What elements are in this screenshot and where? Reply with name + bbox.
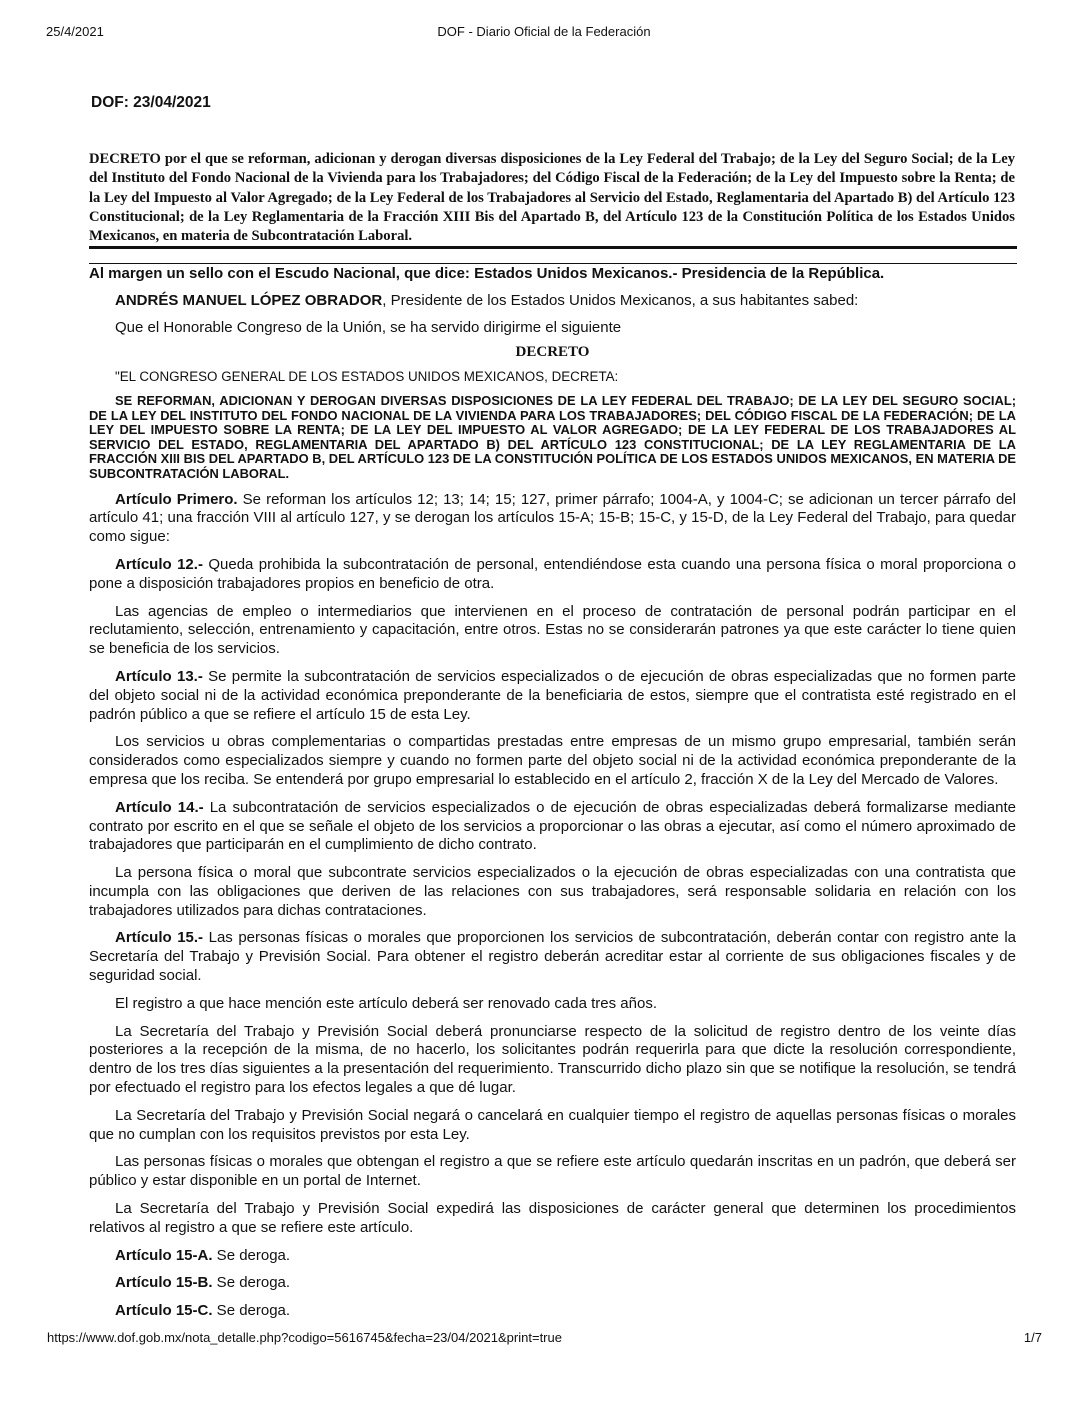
- paragraph: [89, 668, 1016, 724]
- paragraph-text: La Secretaría del Trabajo y Previsión Social expedirá las disposiciones de carácter general que determinen los procedimientos relativos al registro a que se refiere este artículo.: [89, 1200, 1016, 1236]
- paragraph-text: El registro a que hace mención este artículo deberá ser renovado cada tres años.: [115, 994, 657, 1012]
- paragraph: [89, 491, 1016, 547]
- paragraph-text: Se deroga.: [212, 1246, 291, 1264]
- paragraph-text: Las personas físicas o morales que obtengan el registro a que se refiere este artículo quedarán inscritas en un padrón, que deberá ser público y estar disponible en un portal de Internet.: [89, 1153, 1016, 1190]
- paragraph: [89, 556, 1016, 594]
- article-label: Artículo 12.-: [115, 555, 203, 573]
- document-body: [89, 265, 1016, 1321]
- paragraph-text: Las personas físicas o morales que proporcionen los servicios de subcontratación, deberán contar con registro ante la Secretaría del Trabajo y Previsión Social. Para obtener el registro deberán acreditar estar al corriente de sus obligaciones fiscales y de seguridad social.: [89, 929, 1017, 985]
- section-divider: [89, 263, 1017, 264]
- paragraph-text: Se deroga.: [212, 1302, 291, 1320]
- paragraph: [89, 864, 1016, 920]
- paragraph-text: Se permite la subcontratación de servicios especializados o de ejecución de obras especializadas que no formen parte del objeto social ni de la actividad económica preponderante de la beneficiaria de estos, siempre que el contratista esté registrado en el padrón público a que se refiere el artículo 15 de esta Ley.: [89, 667, 1016, 723]
- print-footer: [47, 1330, 1042, 1348]
- paragraph-text: Se deroga.: [212, 1274, 291, 1292]
- president-text: , Presidente de los Estados Unidos Mexicanos, a sus habitantes sabed:: [382, 291, 859, 309]
- decree-title: DECRETO por el que se reforman, adicionan y derogan diversas disposiciones de la Ley Federal del Trabajo; de la Ley del Seguro Social; de la Ley del Instituto del Fondo Nacional de la Vivienda para los Trabajadores; del Código Fiscal de la Federación; de la Ley del Impuesto sobre la Renta; de la Ley del Impuesto al Valor Agregado; de la Ley Federal de los Trabajadores al Servicio del Estado, Reglamentaria del Apartado B) del Artículo 123 Constitucional; de la Ley Reglamentaria de la Fracción XIII Bis del Apartado B, del Artículo 123 de la Constitución Política de los Estados Unidos Mexicanos, en materia de Subcontratación Laboral.: [89, 151, 1015, 245]
- paragraph: [89, 995, 1016, 1014]
- title-divider: [89, 246, 1017, 249]
- paragraph: [89, 1200, 1016, 1238]
- paragraph: [89, 733, 1016, 789]
- president-name: ANDRÉS MANUEL LÓPEZ OBRADOR: [115, 291, 383, 309]
- print-date: 25/4/2021: [46, 24, 104, 39]
- president-line: [89, 292, 1016, 311]
- article-label: Artículo 15-A.: [115, 1246, 213, 1264]
- paragraph: [89, 1247, 1016, 1266]
- paragraph: [89, 799, 1016, 855]
- paragraph-text: La Secretaría del Trabajo y Previsión Social deberá pronunciarse respecto de la solicitud de registro dentro de los veinte días posteriores a la recepción de la misma, de no hacerlo, los solicitantes podrán requerirla para que dicte la resolución correspondiente, dentro de los tres días siguientes a la presentación del requerimiento. Transcurrido dicho plazo sin que se notifique la resolución, se tendrá por efectuado el registro para los efectos legales a que dé lugar.: [89, 1022, 1016, 1097]
- paragraph: [89, 603, 1016, 659]
- article-label: Artículo 13.-: [115, 667, 203, 685]
- paragraph: [89, 1107, 1016, 1145]
- article-label: Artículo 15.-: [115, 929, 204, 947]
- sello-line: Al margen un sello con el Escudo Nacional, que dice: Estados Unidos Mexicanos.- Presidencia de la República.: [89, 265, 885, 282]
- paragraph-text: Queda prohibida la subcontratación de personal, entendiéndose esta cuando una persona física o moral proporciona o pone a disposición trabajadores propios en beneficio de otra.: [89, 555, 1016, 592]
- paragraph: [89, 1274, 1016, 1293]
- article-label: Artículo 15-C.: [115, 1302, 213, 1320]
- print-header: [46, 24, 1042, 44]
- dof-date: DOF: 23/04/2021: [91, 94, 211, 111]
- article-label: Artículo 15-B.: [115, 1274, 213, 1292]
- paragraph: [89, 1023, 1016, 1098]
- decreto-heading: DECRETO: [515, 344, 590, 361]
- paragraph: [89, 929, 1016, 985]
- paragraph-text: La persona física o moral que subcontrate servicios especializados o la ejecución de obras especializadas con una contratista que incumpla con las obligaciones que deriven de las relaciones con sus trabajadores, será responsable solidaria en relación con los trabajadores utilizados para dichas contrataciones.: [89, 864, 1016, 919]
- article-label: Artículo Primero.: [115, 490, 238, 508]
- reform-caps-block: SE REFORMAN, ADICIONAN Y DEROGAN DIVERSAS DISPOSICIONES DE LA LEY FEDERAL DEL TRABAJO; DE LA LEY DEL SEGURO SOCIAL; DE LA LEY DEL INSTITUTO DEL FONDO NACIONAL DE LA VIVIENDA PARA LOS TRABAJADORES; DEL CÓDIGO FISCAL DE LA FEDERACIÓN; DE LA LEY DEL IMPUESTO SOBRE LA RENTA; DE LA LEY DEL IMPUESTO AL VALOR AGREGADO; DE LA LEY FEDERAL DE LOS TRABAJADORES AL SERVICIO DEL ESTADO, REGLAMENTARIA DEL APARTADO B) DEL ARTÍCULO 123 CONSTITUCIONAL; DE LA LEY REGLAMENTARIA DE LA FRACCIÓN XIII BIS DEL APARTADO B, DEL ARTÍCULO 123 DE LA CONSTITUCIÓN POLÍTICA DE LOS ESTADOS UNIDOS MEXICANOS, EN MATERIA DE SUBCONTRATACIÓN LABORAL.: [89, 392, 1016, 481]
- paragraph-text: Se reforman los artículos 12; 13; 14; 15; 127, primer párrafo; 1004-A, y 1004-C; se adicionan un tercer párrafo del artículo 41; una fracción VIII al artículo 127, y se derogan los artículos 15-A; 15-B; 15-C, y 15-D, de la Ley Federal del Trabajo, para quedar como sigue:: [89, 490, 1016, 546]
- paragraph-text: La Secretaría del Trabajo y Previsión Social negará o cancelará en cualquier tiempo el registro de aquellas personas físicas o morales que no cumplan con los requisitos previstos por esta Ley.: [89, 1106, 1016, 1143]
- congreso-intro: Que el Honorable Congreso de la Unión, se ha servido dirigirme el siguiente: [115, 318, 622, 336]
- article-label: Artículo 14.-: [115, 798, 204, 816]
- paragraph: [89, 1302, 1016, 1321]
- page-number: 1/7: [1023, 1330, 1042, 1345]
- congreso-decreta: "EL CONGRESO GENERAL DE LOS ESTADOS UNIDOS MEXICANOS, DECRETA:: [115, 369, 619, 385]
- paragraph-text: Las agencias de empleo o intermediarios que intervienen en el proceso de contratación de personal podrán participar en el reclutamiento, selección, entrenamiento y capacitación, entre otros. Estas no se considerarán patrones ya que este carácter lo tiene quien se beneficia de los servicios.: [89, 602, 1016, 658]
- paragraph-text: La subcontratación de servicios especializados o de ejecución de obras especializadas deberá formalizarse mediante contrato por escrito en el que se señale el objeto de los servicios a proporcionar o las obras a ejecutar, así como el número aproximado de trabajadores que participarán en el cumplimiento de dicho contrato.: [89, 798, 1016, 854]
- print-url: https://www.dof.gob.mx/nota_detalle.php?codigo=5616745&fecha=23/04/2021&print=true: [47, 1330, 562, 1345]
- paragraph-text: Los servicios u obras complementarias o compartidas prestadas entre empresas de un mismo grupo empresarial, también serán considerados como especializados siempre y cuando no formen parte del objeto social ni de la actividad económica preponderante de la empresa que los reciba. Se entenderá por grupo empresarial lo establecido en el artículo 2, fracción X de la Ley del Mercado de Valores.: [89, 733, 1016, 788]
- print-page-title: DOF - Diario Oficial de la Federación: [437, 24, 651, 39]
- paragraph: [89, 1153, 1016, 1191]
